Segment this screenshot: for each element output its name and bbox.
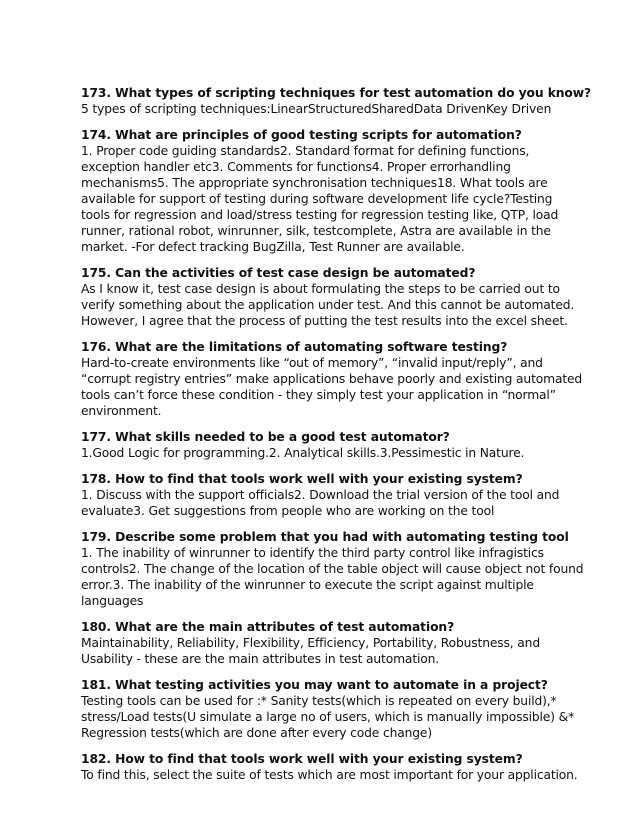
answer-line: As I know it, test case design is about formulating the steps to be carried out to xyxy=(81,282,560,296)
qa-item-174 xyxy=(81,127,563,255)
document-page xyxy=(81,85,592,793)
answer-line: stress/Load tests(U simulate a large no of users, which is manually impossible) &* xyxy=(81,710,575,724)
answer-line: Testing tools can be used for :* Sanity tests(which is repeated on every build),* xyxy=(81,694,557,708)
qa-item-173 xyxy=(81,85,592,117)
answer-line: exception handler etc3. Comments for functions4. Proper errorhandling xyxy=(81,160,511,174)
answer-line: error.3. The inability of the winrunner to execute the script against multiple xyxy=(81,578,534,592)
answer-line: “corrupt registry entries” make applications behave poorly and existing automated xyxy=(81,372,583,386)
answer-line: verify something about the application under test. And this cannot be automated. xyxy=(81,298,575,312)
answer-text xyxy=(81,143,563,255)
answer-line: 1. Proper code guiding standards2. Standard format for defining functions, xyxy=(81,144,530,158)
answer-text xyxy=(81,101,563,117)
answer-text xyxy=(81,281,575,329)
answer-line: Hard-to-create environments like “out of memory”, “invalid input/reply”, and xyxy=(81,356,543,370)
qa-item-180 xyxy=(81,619,563,667)
answer-line: controls2. The change of the location of the table object will cause object not found xyxy=(81,562,584,576)
answer-text xyxy=(81,445,563,461)
answer-line: runner, rational robot, winrunner, silk, testcomplete, Astra are available in the xyxy=(81,224,551,238)
question-heading: 173. What types of scripting techniques for test automation do you know? xyxy=(81,86,592,100)
question-heading: 176. What are the limitations of automating software testing? xyxy=(81,340,508,354)
qa-item-176 xyxy=(81,339,583,419)
question-heading: 182. How to find that tools work well with your existing system? xyxy=(81,752,523,766)
answer-line: market. -For defect tracking BugZilla, Test Runner are available. xyxy=(81,240,465,254)
qa-item-182 xyxy=(81,751,578,783)
answer-line: languages xyxy=(81,594,144,608)
qa-item-179 xyxy=(81,529,584,609)
answer-line: 1. The inability of winrunner to identify the third party control like infragistics xyxy=(81,546,544,560)
answer-line: Usability - these are the main attributes in test automation. xyxy=(81,652,440,666)
answer-text xyxy=(81,487,563,519)
question-heading: 179. Describe some problem that you had with automating testing tool xyxy=(81,530,569,544)
question-heading: 174. What are principles of good testing scripts for automation? xyxy=(81,128,522,142)
answer-line: To find this, select the suite of tests which are most important for your application. xyxy=(81,768,578,782)
answer-line: 1.Good Logic for programming.2. Analytical skills.3.Pessimestic in Nature. xyxy=(81,446,525,460)
answer-line: 5 types of scripting techniques:LinearStructuredSharedData DrivenKey Driven xyxy=(81,102,552,116)
answer-line: tools for regression and load/stress testing for regression testing like, QTP, load xyxy=(81,208,559,222)
answer-line: However, I agree that the process of putting the test results into the excel sheet. xyxy=(81,314,568,328)
question-heading: 175. Can the activities of test case design be automated? xyxy=(81,266,476,280)
question-heading: 180. What are the main attributes of test automation? xyxy=(81,620,455,634)
answer-line: Maintainability, Reliability, Flexibility, Efficiency, Portability, Robustness, and xyxy=(81,636,540,650)
answer-text xyxy=(81,767,578,783)
answer-text xyxy=(81,635,563,667)
qa-item-178 xyxy=(81,471,563,519)
answer-line: mechanisms5. The appropriate synchronisation techniques18. What tools are xyxy=(81,176,548,190)
answer-text xyxy=(81,545,584,609)
answer-line: Regression tests(which are done after every code change) xyxy=(81,726,432,740)
qa-item-177 xyxy=(81,429,563,461)
answer-line: 1. Discuss with the support officials2. Download the trial version of the tool and xyxy=(81,488,560,502)
answer-line: tools can’t force these condition - they simply test your application in “normal” xyxy=(81,388,556,402)
answer-line: environment. xyxy=(81,404,162,418)
answer-line: evaluate3. Get suggestions from people who are working on the tool xyxy=(81,504,495,518)
answer-text xyxy=(81,355,583,419)
question-heading: 178. How to find that tools work well with your existing system? xyxy=(81,472,523,486)
question-heading: 181. What testing activities you may want to automate in a project? xyxy=(81,678,548,692)
question-heading: 177. What skills needed to be a good test automator? xyxy=(81,430,450,444)
answer-text xyxy=(81,693,575,741)
answer-line: available for support of testing during software development life cycle?Testing xyxy=(81,192,553,206)
qa-item-181 xyxy=(81,677,575,741)
qa-item-175 xyxy=(81,265,575,329)
